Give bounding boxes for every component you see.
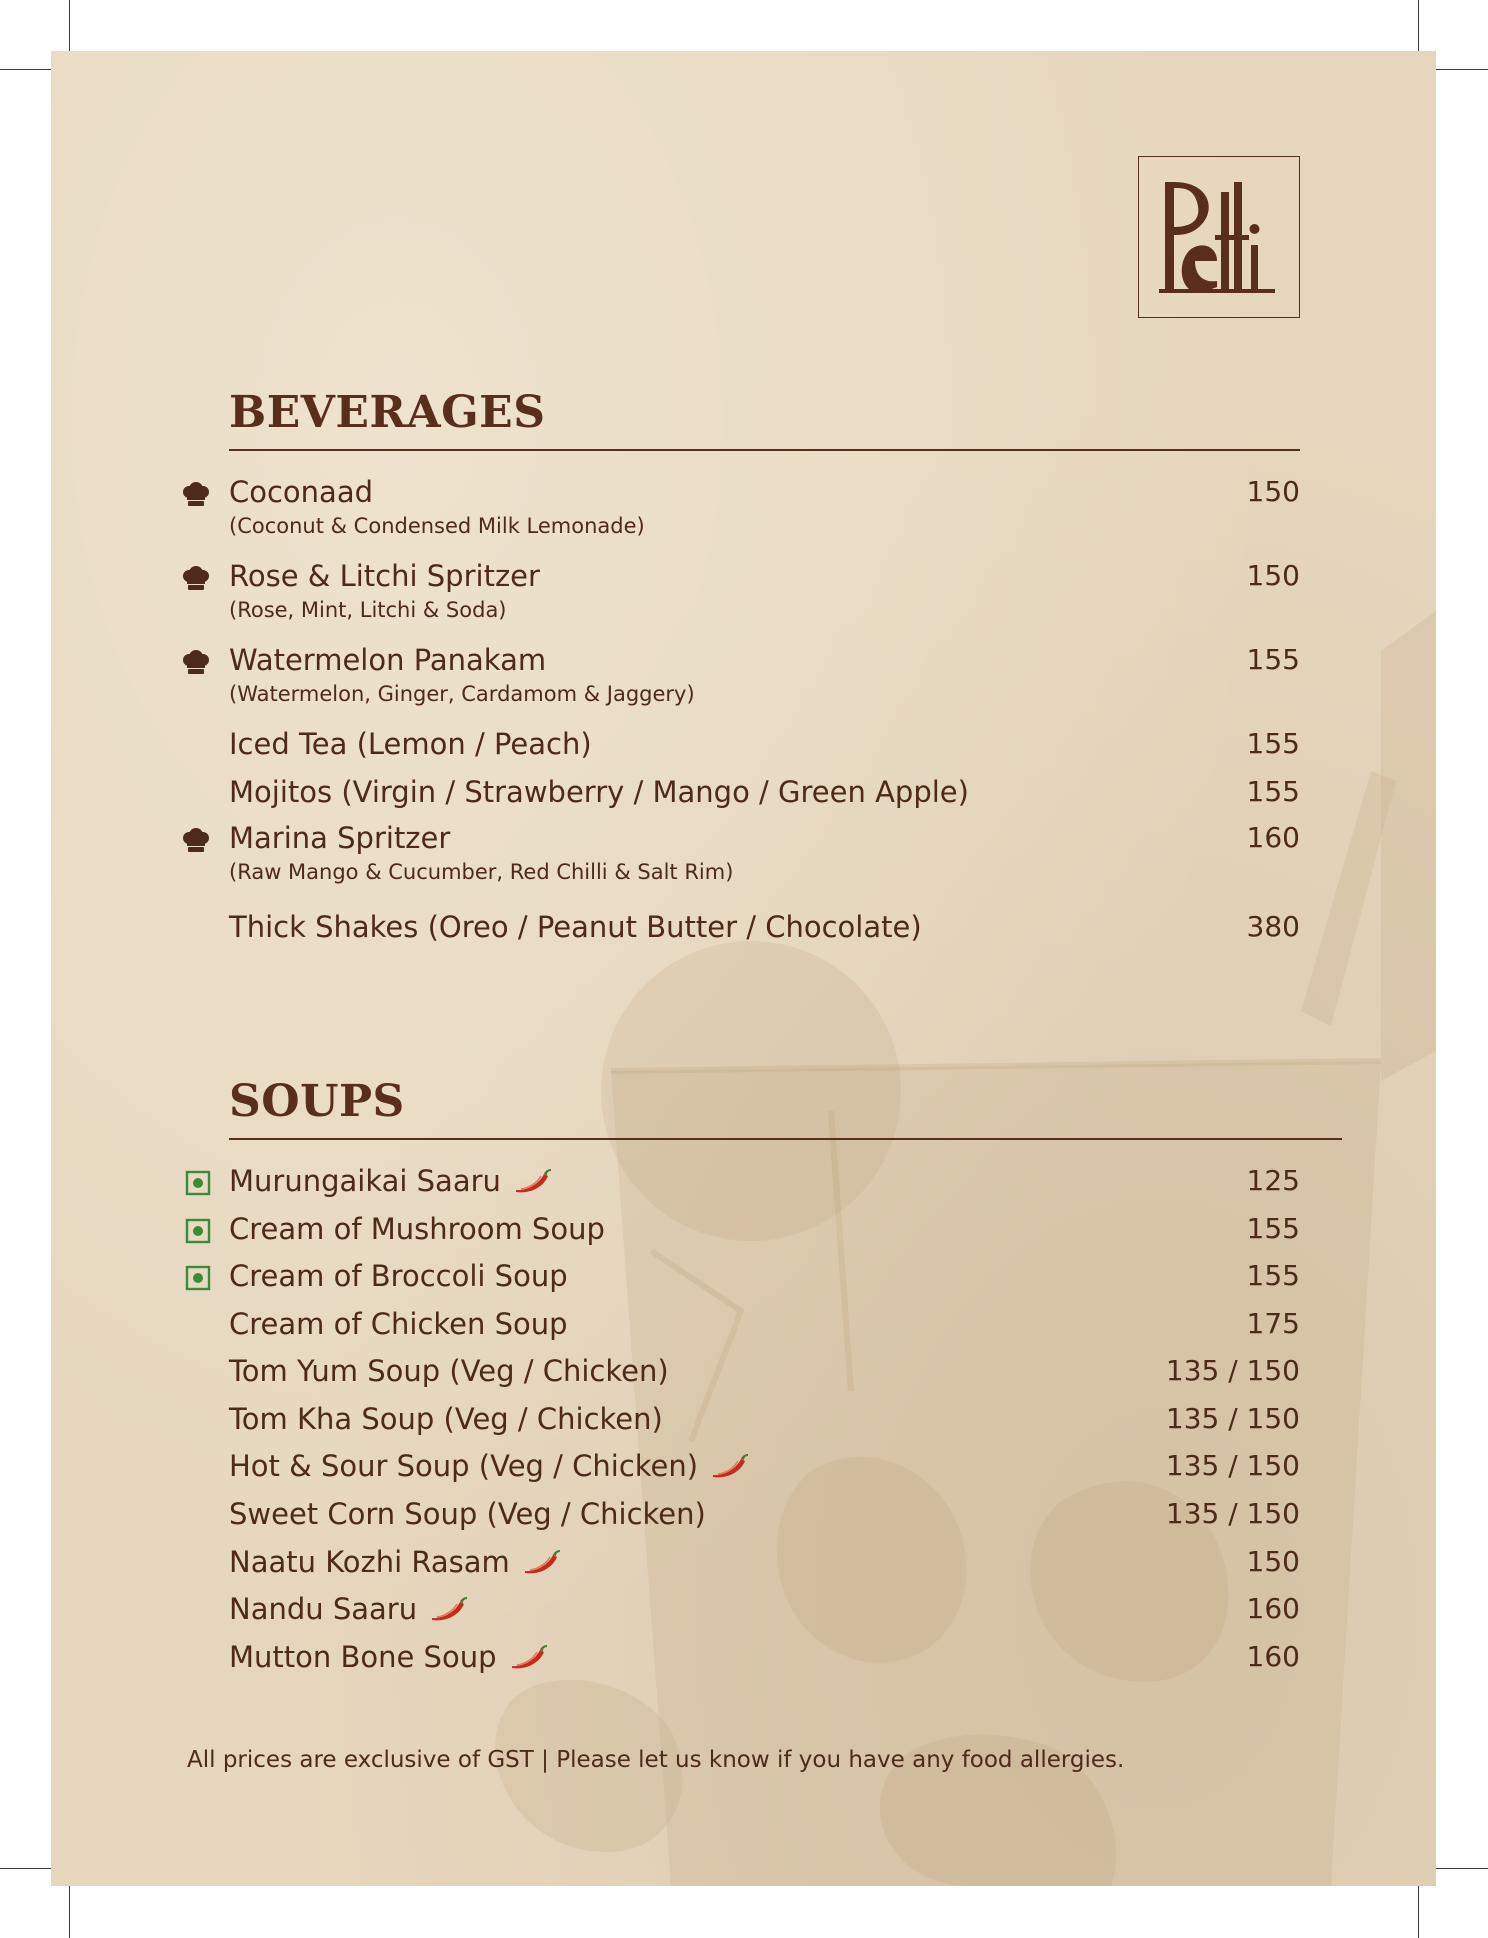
menu-item-price: 155 bbox=[1246, 727, 1300, 760]
menu-item bbox=[229, 1497, 1300, 1537]
menu-item-name bbox=[229, 559, 540, 593]
menu-item bbox=[229, 643, 1300, 707]
menu-item bbox=[229, 1259, 1300, 1299]
menu-item-name bbox=[229, 475, 373, 509]
menu-item-name bbox=[229, 643, 546, 677]
menu-item bbox=[229, 1640, 1300, 1680]
menu-item-name bbox=[229, 1640, 549, 1674]
crop-mark bbox=[69, 0, 70, 52]
menu-item-name-text: Tom Yum Soup (Veg / Chicken) bbox=[229, 1354, 669, 1388]
menu-item-name-text: Cream of Mushroom Soup bbox=[229, 1212, 605, 1246]
menu-item-price: 155 bbox=[1246, 1259, 1300, 1292]
menu-item-name bbox=[229, 1402, 663, 1436]
crop-mark bbox=[1418, 1886, 1419, 1938]
menu-item-name bbox=[229, 910, 922, 944]
menu-item-price: 160 bbox=[1246, 821, 1300, 854]
menu-item-name-text: Watermelon Panakam bbox=[229, 643, 547, 677]
menu-item-price: 175 bbox=[1246, 1307, 1300, 1340]
footer-note: All prices are exclusive of GST | Please let us know if you have any food allergies. bbox=[187, 1747, 1125, 1773]
menu-item-price: 380 bbox=[1246, 910, 1300, 943]
menu-item-name bbox=[229, 821, 450, 855]
menu-item-price: 135 / 150 bbox=[1165, 1497, 1300, 1530]
menu-item bbox=[229, 775, 1300, 815]
menu-item-price: 155 bbox=[1246, 775, 1300, 808]
crop-mark bbox=[1418, 0, 1419, 52]
menu-page bbox=[51, 51, 1436, 1886]
crop-mark bbox=[0, 1868, 52, 1869]
crop-mark bbox=[69, 1886, 70, 1938]
menu-item bbox=[229, 821, 1300, 885]
menu-item-name bbox=[229, 1592, 469, 1626]
petti-logo-icon bbox=[1139, 157, 1301, 319]
menu-item-name bbox=[229, 1307, 568, 1341]
menu-item-price: 135 / 150 bbox=[1165, 1402, 1300, 1435]
menu-item-name-text: Rose & Litchi Spritzer bbox=[229, 559, 540, 593]
menu-item bbox=[229, 1545, 1300, 1585]
section-title-soups: SOUPS bbox=[229, 1076, 405, 1127]
menu-item-name-text: Murungaikai Saaru bbox=[229, 1164, 501, 1198]
restaurant-logo bbox=[1138, 156, 1300, 318]
menu-item-name bbox=[229, 1164, 553, 1198]
chilli-icon bbox=[513, 1166, 553, 1194]
veg-mark-icon bbox=[185, 1218, 211, 1244]
chef-hat-icon bbox=[181, 566, 211, 592]
menu-item bbox=[229, 1164, 1300, 1204]
crop-mark bbox=[1436, 69, 1488, 70]
veg-mark-icon bbox=[185, 1265, 211, 1291]
menu-item-description: (Watermelon, Ginger, Cardamom & Jaggery) bbox=[229, 682, 695, 706]
section-divider bbox=[229, 449, 1300, 451]
menu-item-name bbox=[229, 1449, 750, 1483]
menu-item-name-text: Tom Kha Soup (Veg / Chicken) bbox=[229, 1402, 663, 1436]
chef-hat-icon bbox=[181, 482, 211, 508]
menu-item bbox=[229, 727, 1300, 767]
menu-item bbox=[229, 559, 1300, 623]
menu-item-price: 160 bbox=[1246, 1640, 1300, 1673]
menu-item-name bbox=[229, 1497, 706, 1531]
menu-item-name bbox=[229, 1545, 562, 1579]
menu-item-description: (Rose, Mint, Litchi & Soda) bbox=[229, 598, 507, 622]
menu-item-price: 150 bbox=[1246, 475, 1300, 508]
menu-item bbox=[229, 1212, 1300, 1252]
crop-mark bbox=[1436, 1868, 1488, 1869]
menu-item-price: 150 bbox=[1246, 559, 1300, 592]
menu-item-name bbox=[229, 1354, 669, 1388]
menu-item-name-text: Naatu Kozhi Rasam bbox=[229, 1545, 510, 1579]
chef-hat-icon bbox=[181, 828, 211, 854]
menu-item-price: 135 / 150 bbox=[1165, 1449, 1300, 1482]
menu-item-name-text: Sweet Corn Soup (Veg / Chicken) bbox=[229, 1497, 706, 1531]
chilli-icon bbox=[522, 1547, 562, 1575]
menu-item-name bbox=[229, 775, 969, 809]
section-title-beverages: BEVERAGES bbox=[229, 387, 546, 438]
menu-item bbox=[229, 1592, 1300, 1632]
menu-item-name bbox=[229, 1259, 568, 1293]
menu-item-name-text: Thick Shakes (Oreo / Peanut Butter / Chocolate) bbox=[229, 910, 922, 944]
menu-item-name bbox=[229, 1212, 605, 1246]
menu-item-name bbox=[229, 727, 592, 761]
menu-item-name-text: Coconaad bbox=[229, 475, 374, 509]
menu-item bbox=[229, 1307, 1300, 1347]
section-divider bbox=[229, 1138, 1342, 1140]
menu-item-description: (Coconut & Condensed Milk Lemonade) bbox=[229, 514, 645, 538]
menu-item bbox=[229, 1449, 1300, 1489]
chilli-icon bbox=[509, 1642, 549, 1670]
menu-item-price: 155 bbox=[1246, 1212, 1300, 1245]
menu-item-name-text: Mojitos (Virgin / Strawberry / Mango / Green Apple) bbox=[229, 775, 969, 809]
crop-mark bbox=[0, 69, 52, 70]
menu-item bbox=[229, 475, 1300, 539]
menu-item-description: (Raw Mango & Cucumber, Red Chilli & Salt Rim) bbox=[229, 860, 734, 884]
menu-item-name-text: Iced Tea (Lemon / Peach) bbox=[229, 727, 592, 761]
menu-item-name-text: Hot & Sour Soup (Veg / Chicken) bbox=[229, 1449, 699, 1483]
menu-item-name-text: Cream of Broccoli Soup bbox=[229, 1259, 568, 1293]
menu-item-name-text: Marina Spritzer bbox=[229, 821, 451, 855]
menu-item-price: 135 / 150 bbox=[1165, 1354, 1300, 1387]
veg-mark-icon bbox=[185, 1170, 211, 1196]
chilli-icon bbox=[710, 1451, 750, 1479]
menu-item-price: 155 bbox=[1246, 643, 1300, 676]
menu-item bbox=[229, 1354, 1300, 1394]
menu-item-price: 160 bbox=[1246, 1592, 1300, 1625]
menu-item bbox=[229, 910, 1300, 950]
chef-hat-icon bbox=[181, 650, 211, 676]
menu-item-price: 150 bbox=[1246, 1545, 1300, 1578]
menu-item bbox=[229, 1402, 1300, 1442]
menu-item-name-text: Mutton Bone Soup bbox=[229, 1640, 497, 1674]
chilli-icon bbox=[429, 1594, 469, 1622]
menu-item-name-text: Cream of Chicken Soup bbox=[229, 1307, 568, 1341]
menu-item-price: 125 bbox=[1246, 1164, 1300, 1197]
menu-item-name-text: Nandu Saaru bbox=[229, 1592, 418, 1626]
